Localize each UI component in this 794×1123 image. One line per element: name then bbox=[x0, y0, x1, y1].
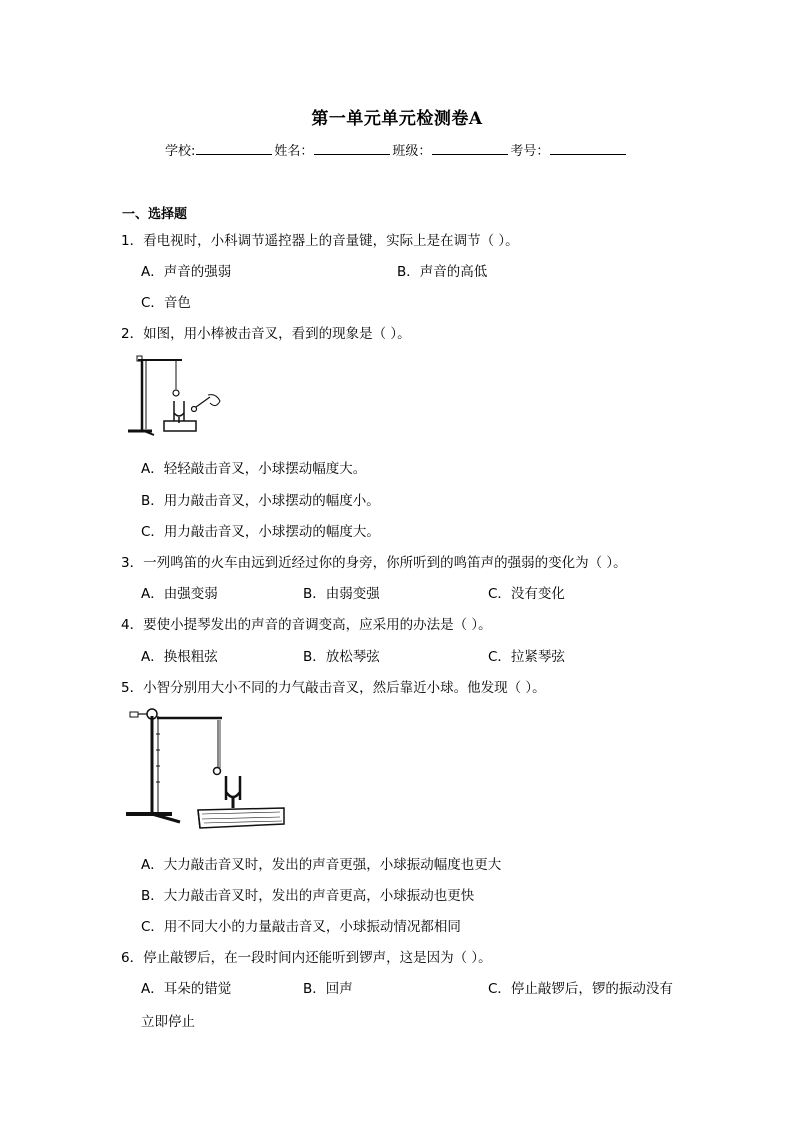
section-title: 一、选择题 bbox=[122, 207, 188, 222]
question-5-option-c: C．用不同大小的力量敲击音叉，小球振动情况都相同 bbox=[141, 919, 461, 935]
question-3-option-b: B．由弱变强 bbox=[303, 586, 380, 602]
question-6-option-b: B．回声 bbox=[303, 981, 353, 997]
question-1-option-a: A．声音的强弱 bbox=[141, 264, 232, 280]
question-2-stem: 2．如图，用小棒被击音叉，看到的现象是（ ）。 bbox=[121, 326, 411, 342]
question-3-option-a: A．由强变弱 bbox=[141, 586, 218, 602]
class-label: 班级： bbox=[392, 144, 432, 159]
question-6-stem: 6．停止敲锣后，在一段时间内还能听到锣声，这是因为（ ）。 bbox=[121, 950, 492, 966]
question-6-option-a: A．耳朵的错觉 bbox=[141, 981, 232, 997]
question-4-stem: 4．要使小提琴发出的声音的音调变高，应采用的办法是（ ）。 bbox=[121, 617, 492, 633]
question-5-stem: 5．小智分别用大小不同的力气敲击音叉，然后靠近小球。他发现（ ）。 bbox=[121, 680, 546, 696]
question-2-option-c: C．用力敲击音叉，小球摆动的幅度大。 bbox=[141, 524, 380, 540]
name-blank bbox=[314, 140, 390, 155]
question-6-option-c: C．停止敲锣后，锣的振动没有 bbox=[488, 981, 673, 997]
question-1-stem: 1．看电视时，小科调节遥控器上的音量键，实际上是在调节（ ）。 bbox=[121, 233, 519, 249]
class-blank bbox=[432, 140, 508, 155]
tuning-fork-pendulum-figure-1 bbox=[124, 351, 224, 441]
question-1-option-b: B．声音的高低 bbox=[397, 264, 488, 280]
question-4-option-c: C．拉紧琴弦 bbox=[488, 649, 565, 665]
name-label: 姓名： bbox=[274, 144, 314, 159]
question-4-option-a: A．换根粗弦 bbox=[141, 649, 218, 665]
number-label: 考号： bbox=[510, 144, 550, 159]
question-5-option-a: A．大力敲击音叉时，发出的声音更强，小球振动幅度也更大 bbox=[141, 857, 502, 873]
question-2-option-b: B．用力敲击音叉，小球摆动的幅度小。 bbox=[141, 493, 380, 509]
number-blank bbox=[550, 140, 626, 155]
question-3-option-c: C．没有变化 bbox=[488, 586, 565, 602]
student-info-row bbox=[165, 140, 628, 159]
tuning-fork-pendulum-figure-2 bbox=[122, 704, 290, 838]
question-1-option-c: C．音色 bbox=[141, 295, 191, 311]
question-4-option-b: B．放松琴弦 bbox=[303, 649, 380, 665]
question-3-stem: 3．一列鸣笛的火车由远到近经过你的身旁，你所听到的鸣笛声的强弱的变化为（ ）。 bbox=[121, 555, 627, 571]
school-label: 学校: bbox=[165, 144, 196, 159]
page-title: 第一单元单元检测卷A bbox=[311, 109, 483, 129]
school-blank bbox=[196, 140, 272, 155]
question-2-option-a: A．轻轻敲击音叉，小球摆动幅度大。 bbox=[141, 461, 367, 477]
question-5-option-b: B．大力敲击音叉时，发出的声音更高，小球振动也更快 bbox=[141, 888, 475, 904]
question-6-option-c-continued: 立即停止 bbox=[141, 1014, 195, 1030]
